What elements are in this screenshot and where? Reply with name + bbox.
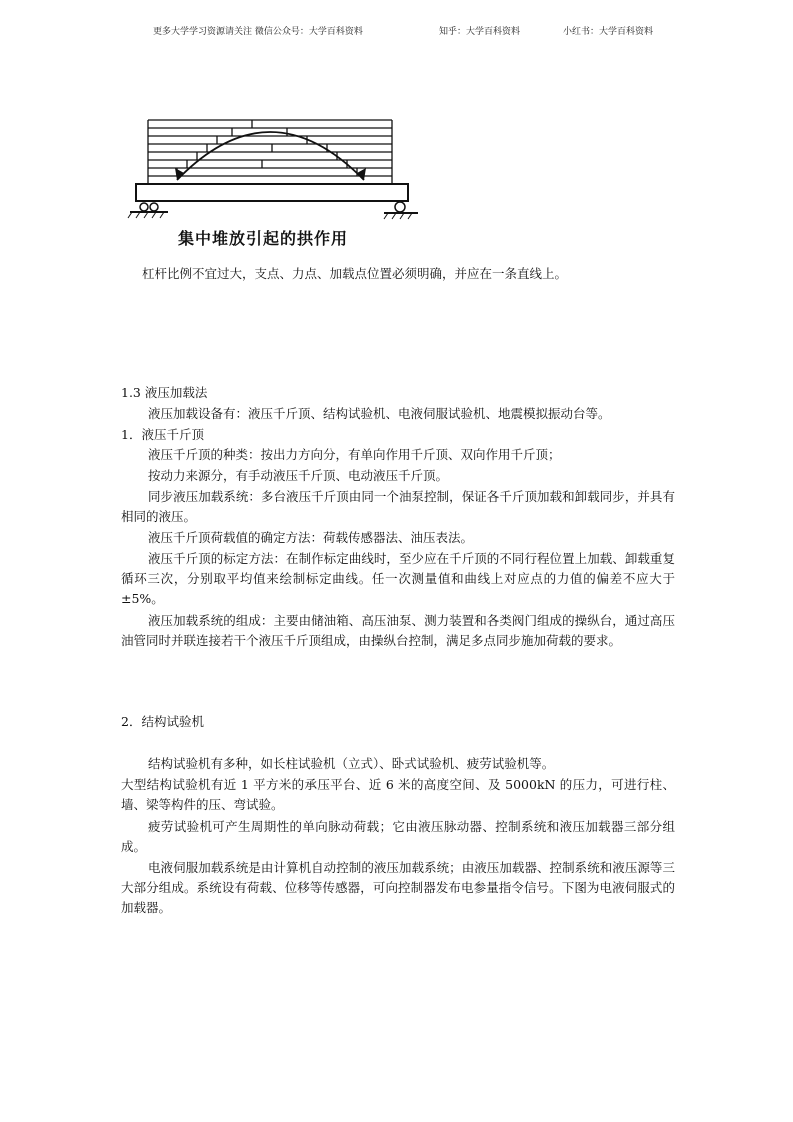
servo-system-paragraph: 电液伺服加载系统是由计算机自动控制的液压加载系统；由液压加载器、控制系统和液压源等三大部分组成。系统设有荷载、位移等传感器，可向控制器发布电参量指令信号。下图为电液伺服式的加载器。 [121, 860, 675, 915]
right-support [384, 202, 418, 219]
machines-text: 结构试验机有多种，如长柱试验机（立式）、卧式试验机、疲劳试验机等。 [148, 756, 555, 771]
lever-note: 杠杆比例不宜过大，支点、力点、加载点位置必须明确，并应在一条直线上。 [142, 266, 568, 281]
load-value-text: 液压千斤顶荷载值的确定方法：荷载传感器法、油压表法。 [148, 530, 474, 545]
subsection-2-heading: 2．结构试验机 [121, 714, 204, 729]
jack-types-text-1: 液压千斤顶的种类：按出力方向分，有单向作用千斤顶、双向作用千斤顶； [148, 447, 561, 462]
figure-caption: 集中堆放引起的拱作用 [178, 229, 349, 248]
stacked-blocks [148, 120, 392, 184]
hydraulic-devices-text: 液压加载设备有：液压千斤顶、结构试验机、电液伺服试验机、地震模拟振动台等。 [148, 406, 611, 421]
sync-system-paragraph: 同步液压加载系统：多台液压千斤顶由同一个油泵控制，保证各千斤顶加载和卸载同步，并具有相同的液压。 [121, 489, 675, 524]
header-right-text: 小红书：大学百科资料 [563, 27, 654, 37]
calibration-paragraph: 液压千斤顶的标定方法：在制作标定曲线时，至少应在千斤顶的不同行程位置上加载、卸载重复循环三次，分别取平均值来绘制标定曲线。任一次测量值和曲线上对应点的力值的偏差不应大于±5%。 [121, 551, 675, 606]
subsection-1-heading: 1．液压千斤顶 [121, 427, 204, 442]
left-support [128, 203, 168, 218]
header-middle-text: 知乎：大学百科资料 [439, 27, 521, 37]
section-1-3-heading: 1.3 液压加载法 [121, 385, 208, 400]
large-machine-paragraph: 大型结构试验机有近 1 平方米的承压平台、近 6 米的高度空间、及 5000kN 的压力，可进行柱、墙、梁等构件的压、弯试验。 [121, 777, 675, 812]
arch-curve [177, 132, 364, 180]
jack-types-text-2: 按动力来源分，有手动液压千斤顶、电动液压千斤顶。 [148, 468, 449, 483]
support-beam [136, 184, 408, 201]
system-composition-paragraph: 液压加载系统的组成：主要由储油箱、高压油泵、测力装置和各类阀门组成的操纵台，通过高压油管同时并联连接若干个液压千斤顶组成，由操纵台控制，满足多点同步施加荷载的要求。 [121, 613, 675, 648]
fatigue-machine-paragraph: 疲劳试验机可产生周期性的单向脉动荷载；它由液压脉动器、控制系统和液压加载器三部分组成。 [121, 819, 675, 854]
header-left-text: 更多大学学习资源请关注 微信公众号：大学百科资料 [153, 27, 363, 37]
